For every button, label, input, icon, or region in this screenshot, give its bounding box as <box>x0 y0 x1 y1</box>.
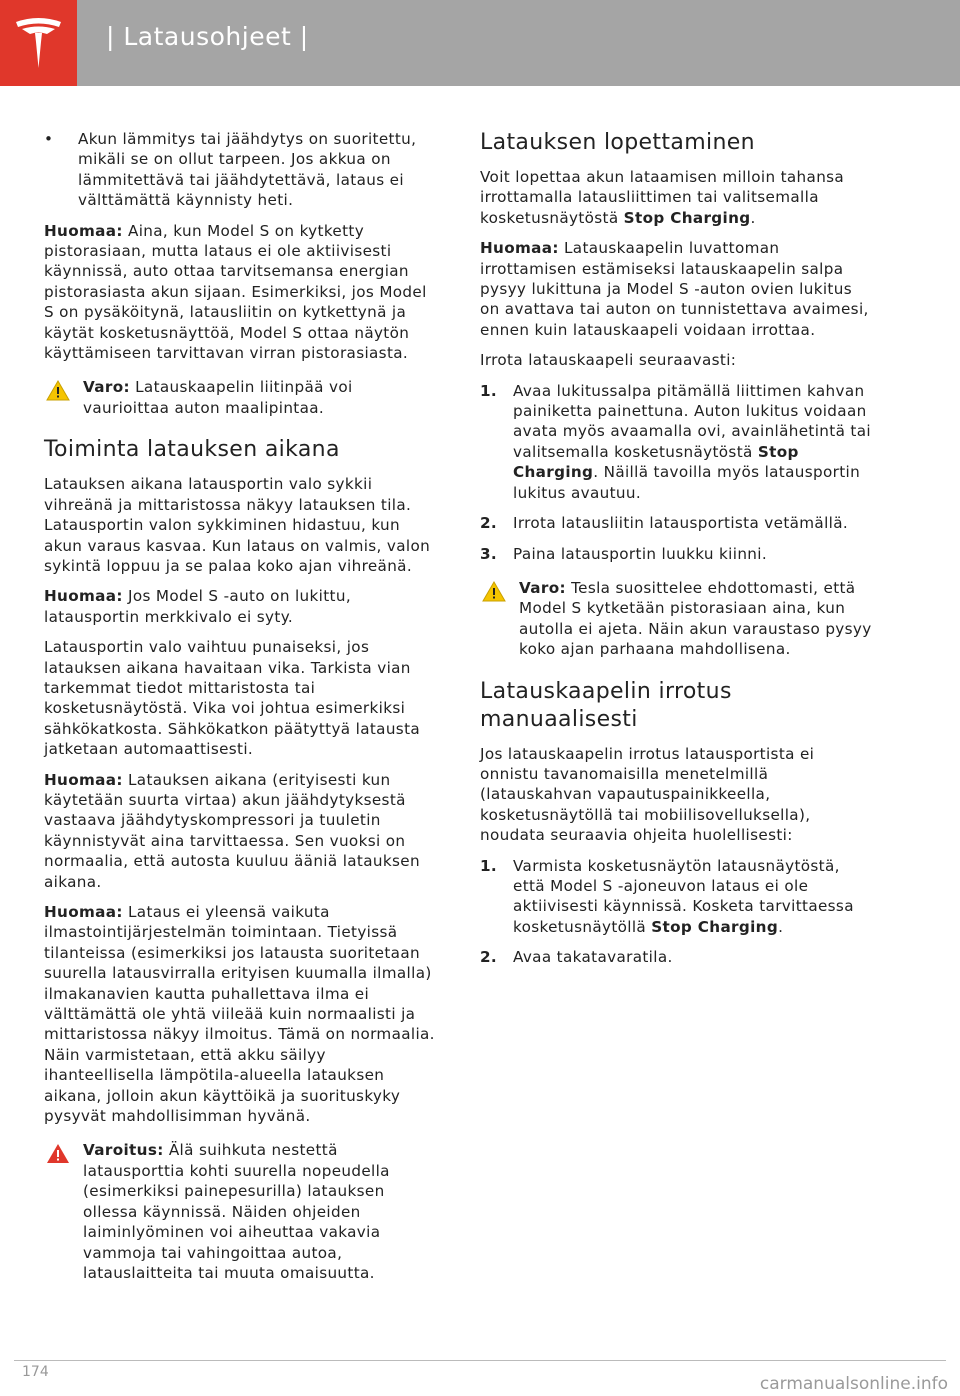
list-item <box>480 947 872 967</box>
step-text: . Näillä tavoilla myös latausportin lukitus avautuu. <box>513 463 861 502</box>
step-number: 1. <box>480 856 498 875</box>
note-text: Latauskaapelin luvattoman irrottamisen estämiseksi latauskaapelin salpa pysyy lukittuna ja Model S -auton ovien lukitus on avattava tai auton on tunnistettava avaimesi, ennen kuin latauskaapeli voidaan irrottaa. <box>480 239 869 339</box>
right-column <box>480 111 872 978</box>
paragraph: Latauksen aikana latausportin valo sykkii vihreänä ja mittaristossa näkyy latauksen tila. Latausportin valon sykkiminen hidastuu, kun akun varaus kasvaa. Kun lataus on valmis, valon sykintä loppuu ja se palaa koko ajan vihreänä. <box>44 475 431 575</box>
footer-divider <box>14 1360 946 1361</box>
caution-text: Tesla suosittelee ehdottomasti, että Model S kytketään pistorasiaan aina, kun autolla ei ajeta. Näin akun varaustaso pysyy koko ajan parhaana mahdollisena. <box>519 578 872 659</box>
paragraph <box>480 167 872 228</box>
step-number: 1. <box>480 381 498 400</box>
steps-list-manual <box>480 856 872 968</box>
bullet-dot-icon: • <box>44 130 54 148</box>
tesla-logo-icon <box>14 16 63 70</box>
caution-triangle-icon <box>46 380 70 401</box>
warning-notice <box>44 1140 436 1283</box>
note-label: Huomaa: <box>44 221 123 240</box>
step-number: 3. <box>480 544 498 563</box>
step-text: Varmista kosketusnäytön latausnäytöstä, että Model S -ajoneuvon lataus ei ole aktiivisesti käynnissä. Kosketa tarvittaessa kosketusnäytöllä <box>513 856 854 936</box>
stop-charging-term: Stop Charging <box>623 208 751 227</box>
caution-label: Varo: <box>519 578 566 597</box>
step-text: Avaa takatavaratila. <box>513 948 673 967</box>
page-number: 174 <box>22 1364 49 1380</box>
warning-text: Älä suihkuta nestettä latausporttia kohti suurella nopeudella (esimerkiksi painepesurilla) latauksen ollessa käynnissä. Näiden ohjeiden laiminlyöminen voi aiheuttaa vakavia vammoja tai vahingoittaa autoa, latauslaitteita tai muuta omaisuutta. <box>83 1141 390 1282</box>
note-paragraph <box>44 221 436 364</box>
paragraph: Irrota latauskaapeli seuraavasti: <box>480 351 737 370</box>
list-item <box>480 513 872 533</box>
note-paragraph <box>44 770 436 892</box>
text: Voit lopettaa akun lataamisen milloin tahansa irrottamalla latausliittimen tai valitsemalla kosketusnäytöstä <box>480 168 845 227</box>
page-header <box>0 0 960 86</box>
text: . <box>750 208 756 227</box>
list-item <box>480 856 872 938</box>
caution-triangle-icon <box>482 581 506 602</box>
step-text: Irrota latausliitin latausportista vetämällä. <box>513 514 849 533</box>
watermark: carmanualsonline.info <box>759 1374 948 1394</box>
note-label: Huomaa: <box>44 587 123 606</box>
caution-notice <box>480 578 872 660</box>
paragraph: Latausportin valo vaihtuu punaiseksi, jos latauksen aikana havaitaan vika. Tarkista vian tarkemmat tiedot mittaristosta tai kosketusnäytöstä. Vika voi johtua esimerkiksi sähkökatkosta. Sähkökatkon päätyttyä latausta jatketaan automaattisesti. <box>44 638 421 759</box>
step-number: 2. <box>480 948 498 967</box>
page-title: | Latausohjeet | <box>106 22 309 51</box>
step-text: Avaa lukitussalpa pitämällä liittimen kahvan painiketta painettuna. Auton lukitus voidaan avata myös avaamalla ovi, avainlähetintä tai valitsemalla kosketusnäytöstä <box>513 381 871 461</box>
left-column <box>44 129 436 1299</box>
note-label: Huomaa: <box>480 239 559 258</box>
note-text: Jos Model S -auto on lukittu, latausportin merkkivalo ei syty. <box>44 587 352 626</box>
section-heading-stop-charging: Latauksen lopettaminen <box>480 130 755 155</box>
list-item <box>480 381 872 503</box>
section-heading-manual-release: Latauskaapelin irrotus manuaalisesti <box>480 678 732 732</box>
paragraph: Jos latauskaapelin irrotus latausportista ei onnistu tavanomaisilla menetelmillä (latauskahvan vapautuspainikkeella, kosketusnäytöllä tai mobiilisovelluksella), noudata seuraavia ohjeita huolellisesti: <box>480 744 815 845</box>
note-paragraph <box>480 238 872 340</box>
note-paragraph <box>44 586 436 627</box>
tesla-logo <box>0 0 77 86</box>
section-heading-charging-operation: Toiminta latauksen aikana <box>44 437 340 463</box>
list-item <box>480 544 872 564</box>
caution-text: Latauskaapelin liitinpää voi vaurioittaa auton maalipintaa. <box>83 378 353 417</box>
warning-triangle-icon <box>46 1143 70 1164</box>
note-text: Latauksen aikana (erityisesti kun käytetään suurta virtaa) akun jäähdytyksestä vastaava jäähdytyskompressori ja tuuletin käynnistyvät aina tarvittaessa. Sen vuoksi on normaalia, että autosta kuuluu ääniä latauksen aikana. <box>44 770 420 891</box>
steps-list-disconnect <box>480 381 872 564</box>
note-text: Aina, kun Model S on kytketty pistorasiaan, mutta lataus ei ole aktiivisesti käynnissä, auto ottaa tarvitsemansa energian pistorasiasta akun sijaan. Esimerkiksi, jos Model S on pysäköitynä, latausliitin on kytkettynä ja käytät kosketusnäyttöä, Model S ottaa näytön käyttämiseen tarvittavan virran pistorasiasta. <box>44 221 427 363</box>
caution-label: Varo: <box>83 378 130 397</box>
warning-label: Varoitus: <box>83 1141 164 1160</box>
step-text: . <box>778 917 784 936</box>
note-label: Huomaa: <box>44 903 123 921</box>
step-number: 2. <box>480 514 498 533</box>
bullet-text: Akun lämmitys tai jäähdytys on suoritettu, mikäli se on ollut tarpeen. Jos akkua on lämmitettävä tai jäähdytettävä, lataus ei välttämättä käynnisty heti. <box>78 130 417 210</box>
note-label: Huomaa: <box>44 770 123 789</box>
step-text: Paina latausportin luukku kiinni. <box>513 544 768 563</box>
stop-charging-term: Stop Charging <box>651 917 779 936</box>
note-paragraph <box>44 902 436 1126</box>
bullet-item <box>44 129 436 211</box>
caution-notice <box>44 377 436 418</box>
stop-charging-term: Stop Charging <box>513 442 799 482</box>
note-text: Lataus ei yleensä vaikuta ilmastointijärjestelmän toimintaan. Tietyissä tilanteissa (esimerkiksi jos latausta suoritetaan suurella latausvirralla erityisen kuumalla ilmalla) ilmakanavien kautta puhallettava ilma ei välttämättä ole yhtä viileää kuin normaalisti ja mittaristossa näkyy ilmoitus. Tämä on normaalia. Näin varmistetaan, että akku säilyy ihanteellisella lämpötila-alueella latauksen aikana, jolloin akun käyttöikä ja suorituskyky pysyvät mahdollisimman hyvänä. <box>44 903 435 1126</box>
